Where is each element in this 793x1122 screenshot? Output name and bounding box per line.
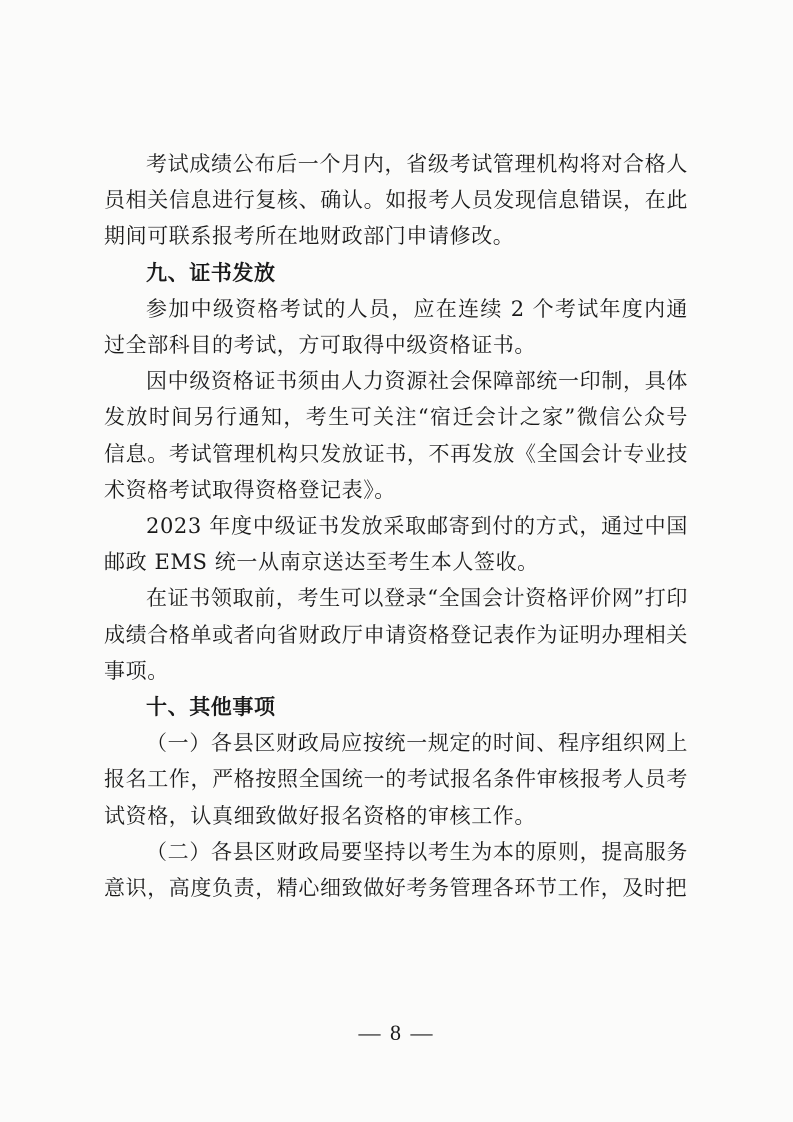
page-number: — 8 —	[358, 1020, 435, 1045]
paragraph-other-matter-1: （一）各县区财政局应按统一规定的时间、程序组织网上报名工作，严格按照全国统一的考试报名条件审核报考人员考试资格，认真细致做好报名资格的审核工作。	[104, 731, 688, 828]
paragraph-before-certificate: 在证书领取前，考生可以登录“全国会计资格评价网”打印成绩合格单或者向省财政厅申请资格登记表作为证明办理相关事项。	[104, 586, 688, 683]
paragraph-score-verification: 考试成绩公布后一个月内，省级考试管理机构将对合格人员相关信息进行复核、确认。如报考人员发现信息错误，在此期间可联系报考所在地财政部门申请修改。	[104, 152, 688, 249]
section-heading-other-matters: 十、其他事项	[146, 695, 276, 720]
paragraph-certificate-requirement: 参加中级资格考试的人员，应在连续 2 个考试年度内通过全部科目的考试，方可取得中级资格证书。	[104, 296, 688, 358]
paragraph-certificate-printing: 因中级资格证书须由人力资源社会保障部统一印制，具体发放时间另行通知，考生可关注“宿迁会计之家”微信公众号信息。考试管理机构只发放证书，不再发放《全国会计专业技术资格考试取得资格登记表》。	[104, 369, 688, 502]
paragraph-certificate-delivery: 2023 年度中级证书发放采取邮寄到付的方式，通过中国邮政 EMS 统一从南京送达至考生本人签收。	[104, 514, 688, 575]
document-body	[104, 146, 688, 906]
paragraph-other-matter-2: （二）各县区财政局要坚持以考生为本的原则，提高服务意识，高度负责，精心细致做好考务管理各环节工作，及时把	[104, 839, 688, 901]
section-heading-certificate-issuance: 九、证书发放	[146, 260, 276, 285]
